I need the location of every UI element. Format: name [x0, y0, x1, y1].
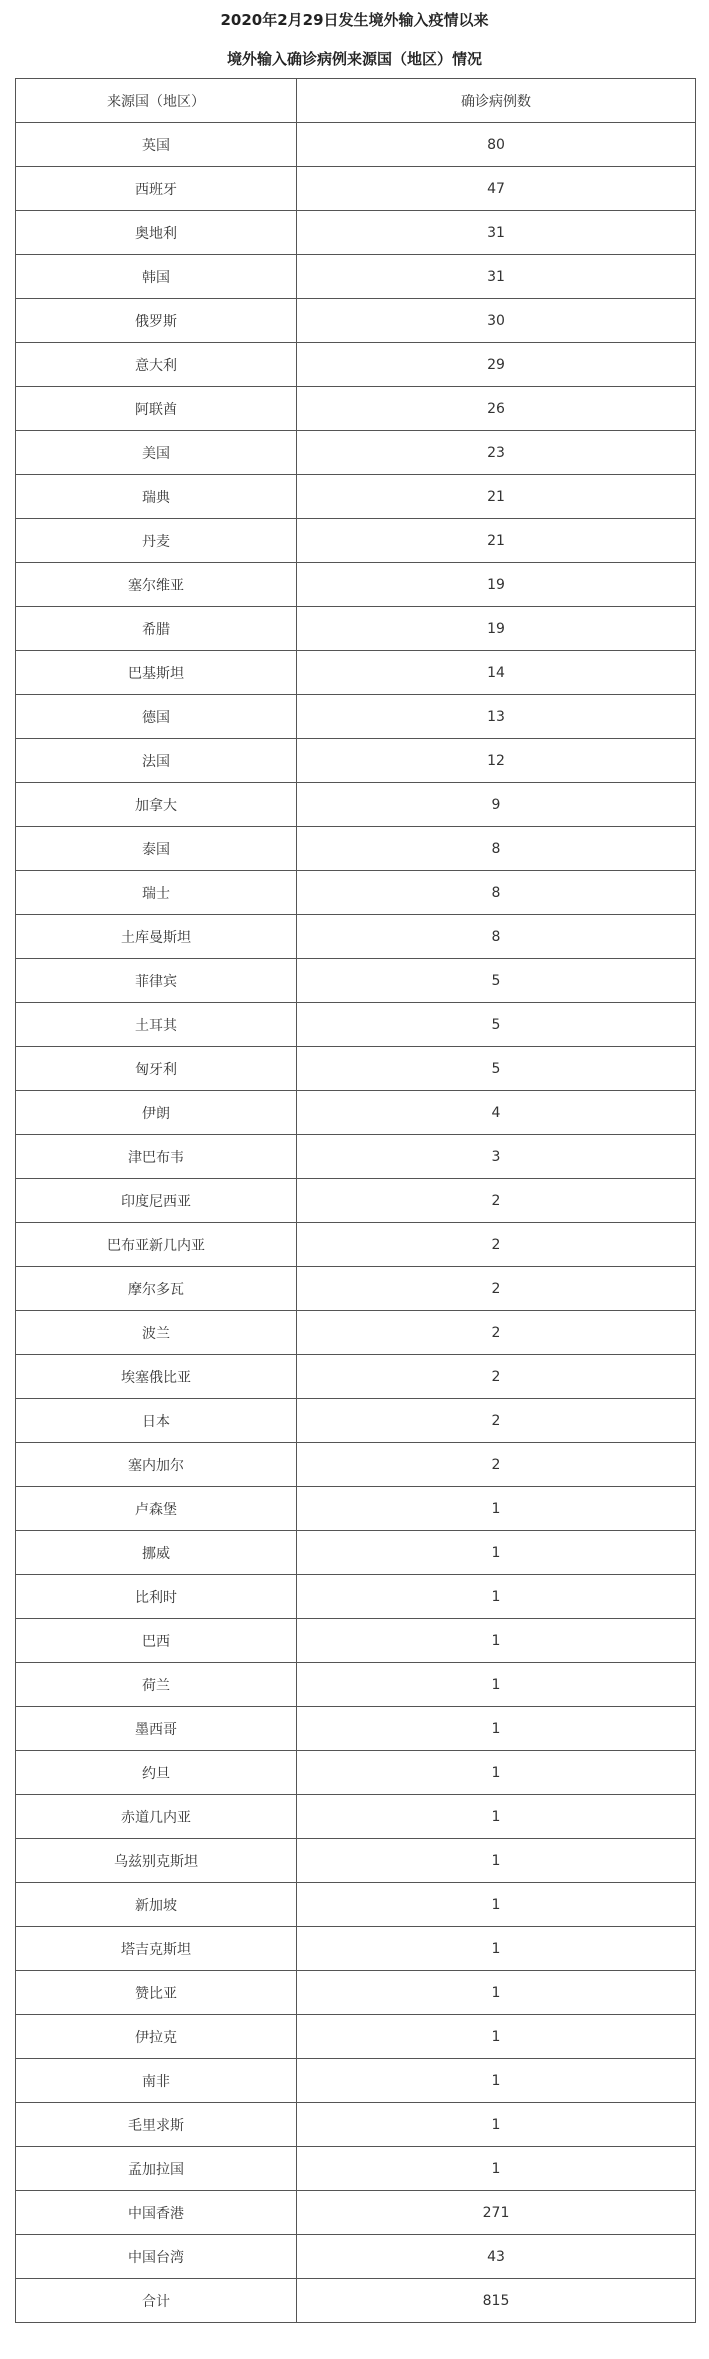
- source-country-cell: 巴布亚新几内亚: [16, 1223, 297, 1267]
- source-country-cell: 土库曼斯坦: [16, 915, 297, 959]
- confirmed-cases-cell: 14: [297, 651, 696, 695]
- table-row: [16, 2235, 696, 2279]
- source-country-cell: 南非: [16, 2059, 297, 2103]
- confirmed-cases-cell: 30: [297, 299, 696, 343]
- confirmed-cases-cell: 1: [297, 2147, 696, 2191]
- table-row: [16, 1487, 696, 1531]
- source-country-cell: 合计: [16, 2279, 297, 2323]
- confirmed-cases-cell: 80: [297, 123, 696, 167]
- confirmed-cases-cell: 1: [297, 2015, 696, 2059]
- source-country-cell: 土耳其: [16, 1003, 297, 1047]
- source-country-cell: 英国: [16, 123, 297, 167]
- confirmed-cases-cell: 31: [297, 211, 696, 255]
- confirmed-cases-cell: 8: [297, 871, 696, 915]
- source-country-cell: 美国: [16, 431, 297, 475]
- table-row: [16, 1575, 696, 1619]
- source-country-cell: 法国: [16, 739, 297, 783]
- header-confirmed-cases: 确诊病例数: [297, 79, 696, 123]
- confirmed-cases-cell: 1: [297, 1619, 696, 1663]
- table-row: [16, 1179, 696, 1223]
- source-country-cell: 挪威: [16, 1531, 297, 1575]
- confirmed-cases-cell: 271: [297, 2191, 696, 2235]
- source-country-cell: 新加坡: [16, 1883, 297, 1927]
- table-row: [16, 1267, 696, 1311]
- table-row: [16, 2191, 696, 2235]
- table-row: [16, 563, 696, 607]
- source-country-cell: 瑞典: [16, 475, 297, 519]
- source-country-cell: 约旦: [16, 1751, 297, 1795]
- table-row: [16, 1003, 696, 1047]
- confirmed-cases-cell: 4: [297, 1091, 696, 1135]
- table-row: [16, 1223, 696, 1267]
- source-country-cell: 赤道几内亚: [16, 1795, 297, 1839]
- confirmed-cases-cell: 2: [297, 1355, 696, 1399]
- confirmed-cases-cell: 13: [297, 695, 696, 739]
- table-row: [16, 1047, 696, 1091]
- confirmed-cases-cell: 3: [297, 1135, 696, 1179]
- source-country-cell: 韩国: [16, 255, 297, 299]
- source-country-cell: 墨西哥: [16, 1707, 297, 1751]
- table-row: [16, 1883, 696, 1927]
- source-country-cell: 伊朗: [16, 1091, 297, 1135]
- table-row: [16, 827, 696, 871]
- source-country-cell: 日本: [16, 1399, 297, 1443]
- confirmed-cases-cell: 26: [297, 387, 696, 431]
- table-row: [16, 475, 696, 519]
- source-country-cell: 菲律宾: [16, 959, 297, 1003]
- table-row: [16, 607, 696, 651]
- confirmed-cases-cell: 43: [297, 2235, 696, 2279]
- table-row: [16, 1663, 696, 1707]
- source-country-cell: 孟加拉国: [16, 2147, 297, 2191]
- source-country-cell: 比利时: [16, 1575, 297, 1619]
- confirmed-cases-cell: 1: [297, 1751, 696, 1795]
- confirmed-cases-cell: 5: [297, 959, 696, 1003]
- table-row: [16, 1707, 696, 1751]
- confirmed-cases-cell: 47: [297, 167, 696, 211]
- table-row: [16, 123, 696, 167]
- confirmed-cases-cell: 2: [297, 1311, 696, 1355]
- confirmed-cases-cell: 1: [297, 1971, 696, 2015]
- source-country-cell: 泰国: [16, 827, 297, 871]
- table-row: [16, 1135, 696, 1179]
- table-row: [16, 343, 696, 387]
- source-country-cell: 德国: [16, 695, 297, 739]
- source-country-cell: 西班牙: [16, 167, 297, 211]
- source-country-cell: 巴西: [16, 1619, 297, 1663]
- confirmed-cases-cell: 8: [297, 915, 696, 959]
- confirmed-cases-cell: 31: [297, 255, 696, 299]
- table-row: [16, 519, 696, 563]
- confirmed-cases-cell: 2: [297, 1179, 696, 1223]
- table-row: [16, 695, 696, 739]
- source-country-cell: 乌兹别克斯坦: [16, 1839, 297, 1883]
- source-country-cell: 赞比亚: [16, 1971, 297, 2015]
- confirmed-cases-cell: 1: [297, 1707, 696, 1751]
- confirmed-cases-cell: 29: [297, 343, 696, 387]
- source-country-cell: 中国台湾: [16, 2235, 297, 2279]
- source-country-cell: 巴基斯坦: [16, 651, 297, 695]
- table-row: [16, 387, 696, 431]
- source-country-cell: 匈牙利: [16, 1047, 297, 1091]
- source-country-cell: 印度尼西亚: [16, 1179, 297, 1223]
- table-row: [16, 1971, 696, 2015]
- source-country-cell: 塞内加尔: [16, 1443, 297, 1487]
- source-country-cell: 阿联酋: [16, 387, 297, 431]
- confirmed-cases-cell: 2: [297, 1223, 696, 1267]
- confirmed-cases-cell: 1: [297, 1487, 696, 1531]
- table-row: [16, 739, 696, 783]
- source-country-cell: 奥地利: [16, 211, 297, 255]
- table-row: [16, 2103, 696, 2147]
- source-country-cell: 埃塞俄比亚: [16, 1355, 297, 1399]
- table-row: [16, 1795, 696, 1839]
- table-row: [16, 431, 696, 475]
- confirmed-cases-cell: 5: [297, 1003, 696, 1047]
- source-country-cell: 伊拉克: [16, 2015, 297, 2059]
- confirmed-cases-cell: 1: [297, 2059, 696, 2103]
- table-row: [16, 783, 696, 827]
- source-country-cell: 俄罗斯: [16, 299, 297, 343]
- table-row: [16, 1751, 696, 1795]
- table-row: [16, 959, 696, 1003]
- table-row: [16, 1927, 696, 1971]
- confirmed-cases-cell: 815: [297, 2279, 696, 2323]
- source-country-cell: 塔吉克斯坦: [16, 1927, 297, 1971]
- table-row: [16, 1399, 696, 1443]
- table-row: [16, 2059, 696, 2103]
- confirmed-cases-cell: 21: [297, 475, 696, 519]
- table-row: [16, 167, 696, 211]
- source-country-cell: 中国香港: [16, 2191, 297, 2235]
- source-country-cell: 加拿大: [16, 783, 297, 827]
- confirmed-cases-cell: 12: [297, 739, 696, 783]
- confirmed-cases-cell: 2: [297, 1267, 696, 1311]
- document-title: 2020年2月29日发生境外输入疫情以来: [220, 11, 489, 29]
- table-body: [16, 123, 696, 2323]
- source-country-cell: 希腊: [16, 607, 297, 651]
- confirmed-cases-cell: 2: [297, 1399, 696, 1443]
- confirmed-cases-cell: 1: [297, 1883, 696, 1927]
- table-row: [16, 2015, 696, 2059]
- confirmed-cases-cell: 9: [297, 783, 696, 827]
- confirmed-cases-cell: 1: [297, 2103, 696, 2147]
- table-row: [16, 2147, 696, 2191]
- source-country-cell: 意大利: [16, 343, 297, 387]
- confirmed-cases-cell: 19: [297, 563, 696, 607]
- table-row: [16, 1311, 696, 1355]
- confirmed-cases-cell: 1: [297, 1663, 696, 1707]
- confirmed-cases-cell: 1: [297, 1575, 696, 1619]
- table-row: [16, 915, 696, 959]
- table-row: [16, 2279, 696, 2323]
- table-row: [16, 651, 696, 695]
- table-row: [16, 1531, 696, 1575]
- source-country-cell: 荷兰: [16, 1663, 297, 1707]
- confirmed-cases-cell: 5: [297, 1047, 696, 1091]
- confirmed-cases-cell: 2: [297, 1443, 696, 1487]
- confirmed-cases-cell: 1: [297, 1927, 696, 1971]
- table-caption: 境外输入确诊病例来源国（地区）情况: [226, 50, 482, 68]
- table-row: [16, 871, 696, 915]
- confirmed-cases-cell: 23: [297, 431, 696, 475]
- source-country-cell: 丹麦: [16, 519, 297, 563]
- source-country-cell: 波兰: [16, 1311, 297, 1355]
- confirmed-cases-cell: 1: [297, 1531, 696, 1575]
- confirmed-cases-cell: 8: [297, 827, 696, 871]
- source-country-cell: 毛里求斯: [16, 2103, 297, 2147]
- confirmed-cases-cell: 1: [297, 1795, 696, 1839]
- table-row: [16, 1839, 696, 1883]
- confirmed-cases-cell: 21: [297, 519, 696, 563]
- table-row: [16, 1355, 696, 1399]
- source-country-cell: 塞尔维亚: [16, 563, 297, 607]
- table-row: [16, 255, 696, 299]
- table-row: [16, 211, 696, 255]
- table-row: [16, 1443, 696, 1487]
- table-row: [16, 299, 696, 343]
- imported-cases-table: [15, 78, 696, 2323]
- source-country-cell: 卢森堡: [16, 1487, 297, 1531]
- confirmed-cases-cell: 19: [297, 607, 696, 651]
- table-header-row: [16, 79, 696, 123]
- confirmed-cases-cell: 1: [297, 1839, 696, 1883]
- table-row: [16, 1619, 696, 1663]
- source-country-cell: 津巴布韦: [16, 1135, 297, 1179]
- header-source-country: 来源国（地区）: [16, 79, 297, 123]
- source-country-cell: 摩尔多瓦: [16, 1267, 297, 1311]
- table-row: [16, 1091, 696, 1135]
- source-country-cell: 瑞士: [16, 871, 297, 915]
